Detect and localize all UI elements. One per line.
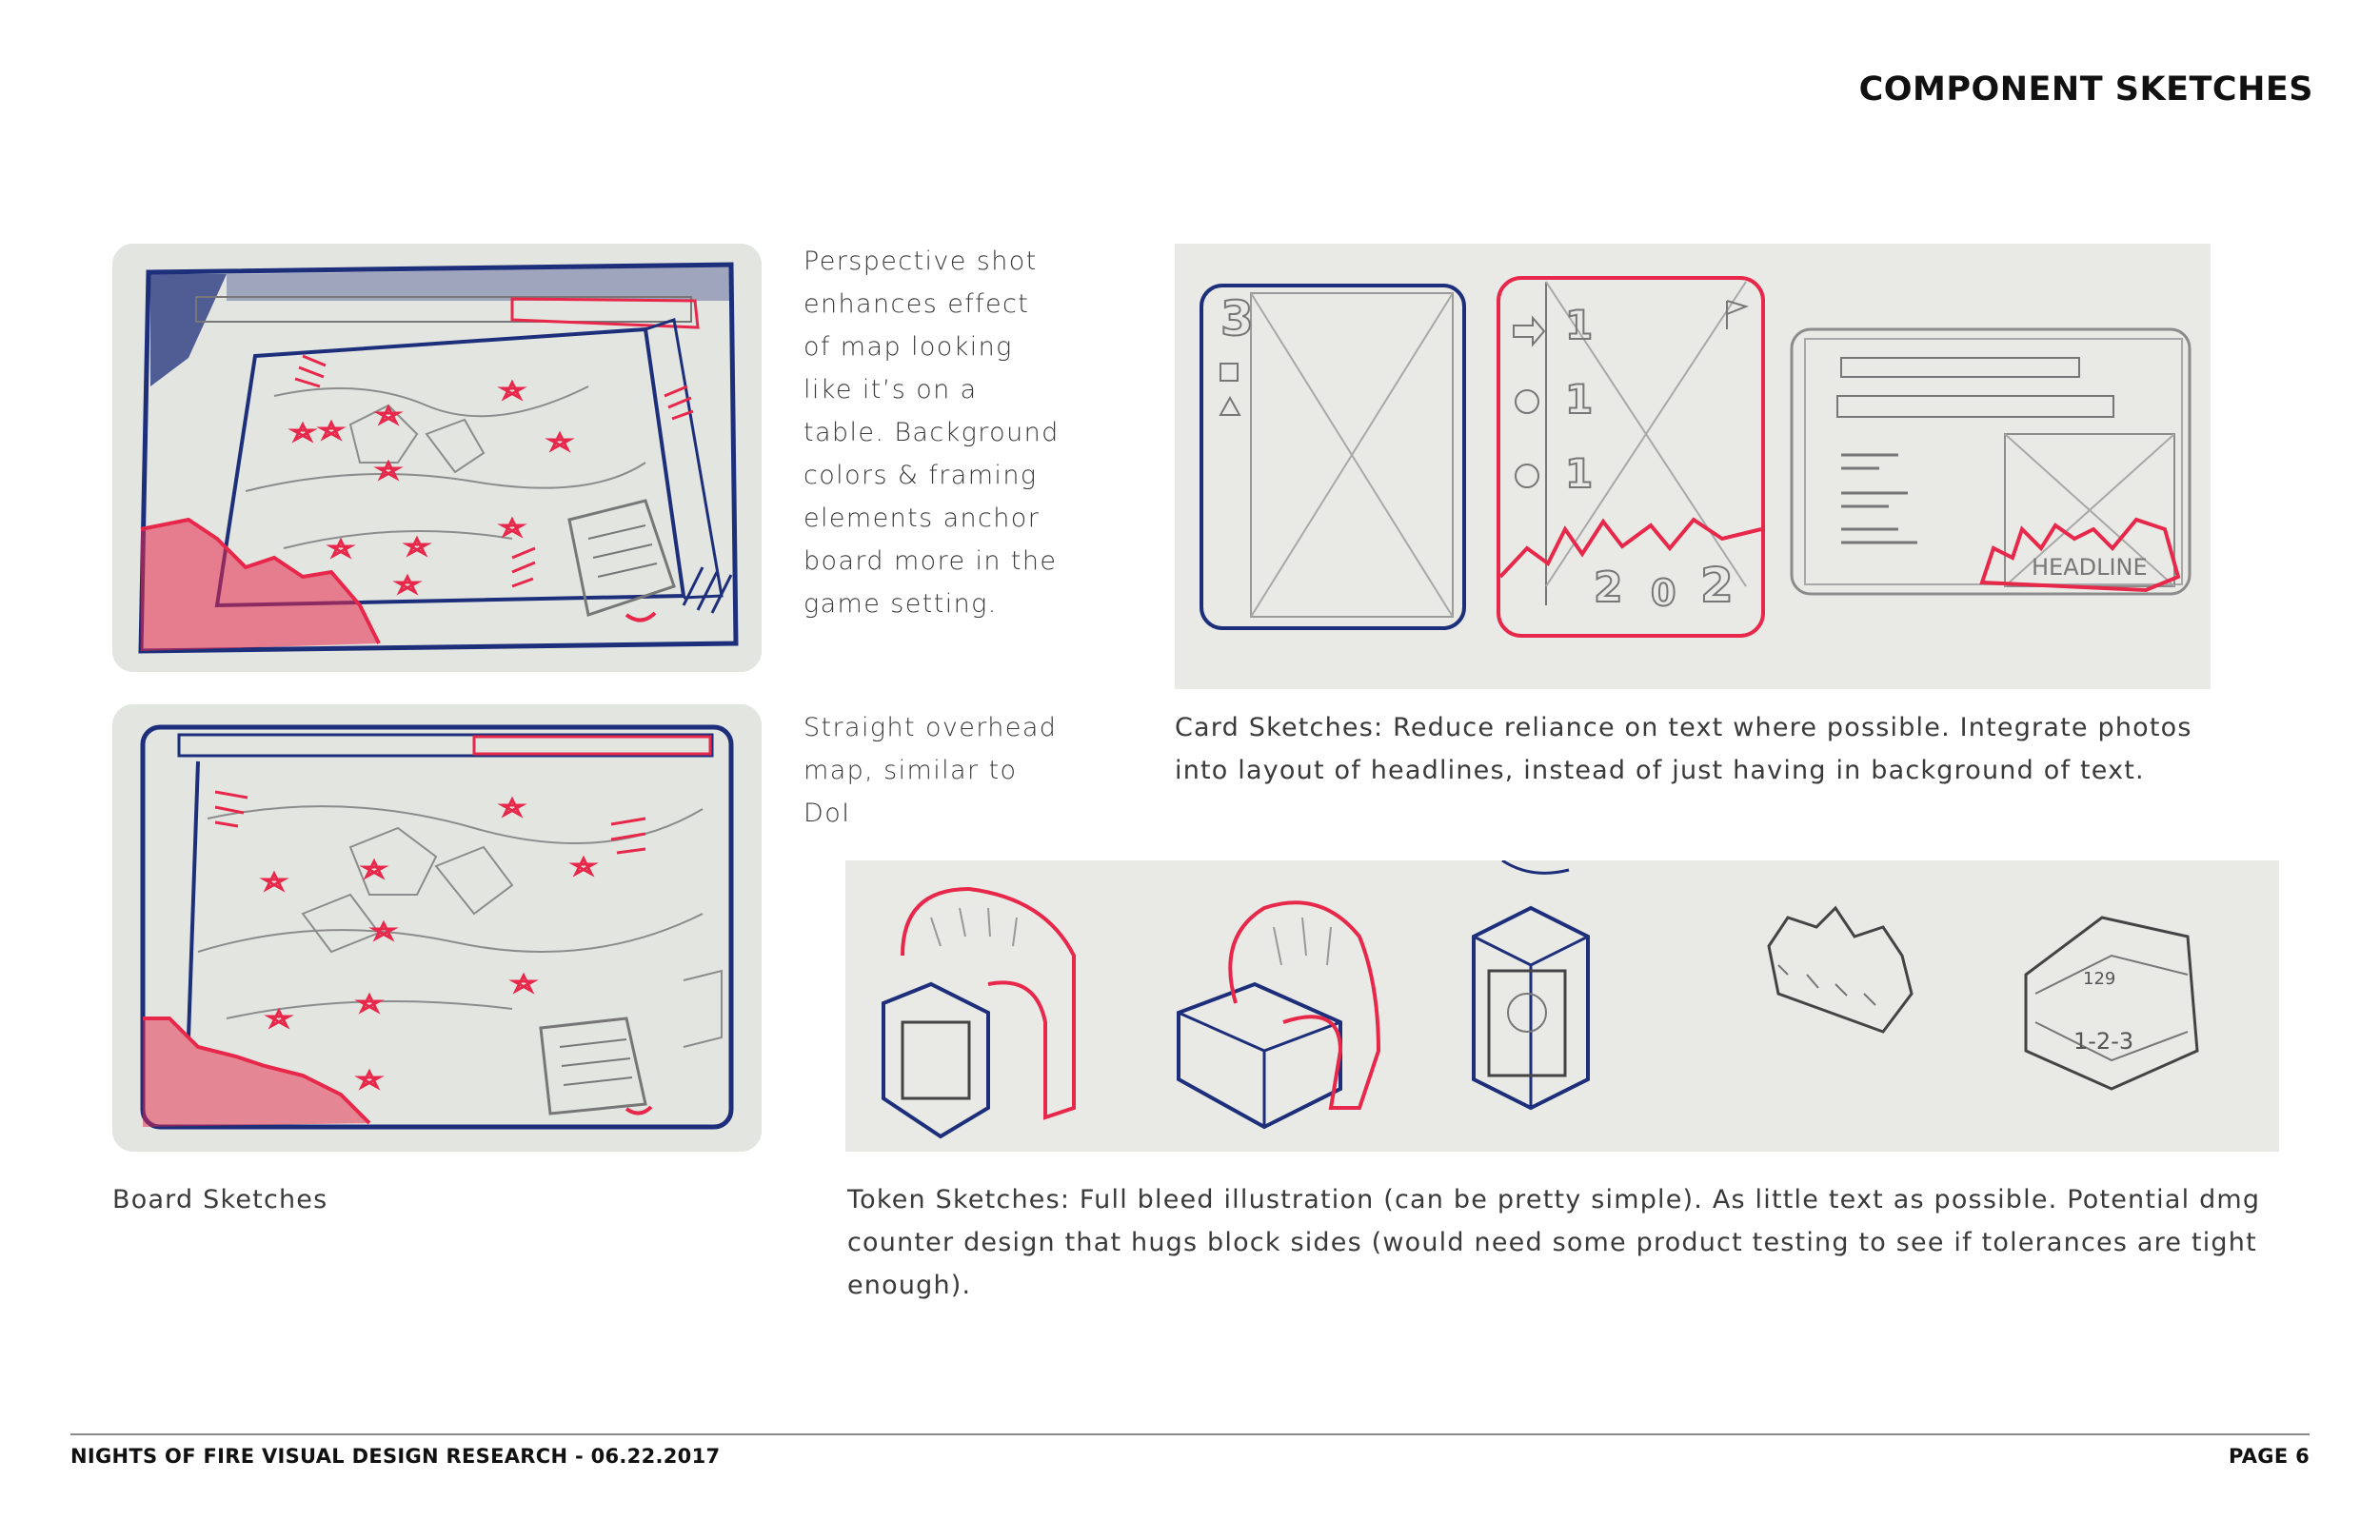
card2-value-b: 0 <box>1651 572 1676 614</box>
perspective-note: Perspective shot enhances effect of map looking like it’s on a table. Background colors & framing elements anchor board more in the game setting. <box>803 247 1060 619</box>
token5-side-label: 1-2-3 <box>2073 1028 2134 1055</box>
board-overhead-drawing <box>112 704 762 1152</box>
page-title: COMPONENT SKETCHES <box>1858 70 2313 109</box>
board-sketch-overhead <box>112 704 762 1152</box>
footer-divider <box>70 1433 2310 1435</box>
card-sketches-image <box>1175 244 2211 689</box>
card2-value-c: 2 <box>1700 558 1734 613</box>
overhead-note: Straight overhead map, similar to DoI <box>803 713 1058 828</box>
card1-cost: 3 <box>1220 291 1254 346</box>
token-sketches-caption: Token Sketches: Full bleed illustration (can be pretty simple). As little text as possible. Potential dmg counter design that hugs block sides (would need some product testing to see if tolerances are tight enough). <box>847 1185 2261 1300</box>
footer-left: NIGHTS OF FIRE VISUAL DESIGN RESEARCH - 06.22.2017 <box>70 1445 721 1468</box>
card2-stat-c: 1 <box>1565 450 1594 497</box>
token-sketches-drawing <box>845 860 2279 1152</box>
card2-value-a: 2 <box>1594 563 1623 612</box>
card2-stat-a: 1 <box>1565 302 1594 348</box>
card3-headline: HEADLINE <box>2032 554 2148 581</box>
token-sketches-image <box>845 860 2279 1152</box>
footer-page-number: PAGE 6 <box>2228 1445 2310 1468</box>
card-sketches-drawing <box>1175 244 2211 689</box>
board-sketches-caption: Board Sketches <box>112 1185 328 1214</box>
card2-stat-b: 1 <box>1565 376 1594 423</box>
token5-top-label: 129 <box>2083 969 2116 989</box>
board-sketch-perspective <box>112 244 762 672</box>
board-perspective-drawing <box>112 244 762 672</box>
card-sketches-caption: Card Sketches: Reduce reliance on text where possible. Integrate photos into layout of headlines, instead of just having in background of text. <box>1175 713 2192 785</box>
